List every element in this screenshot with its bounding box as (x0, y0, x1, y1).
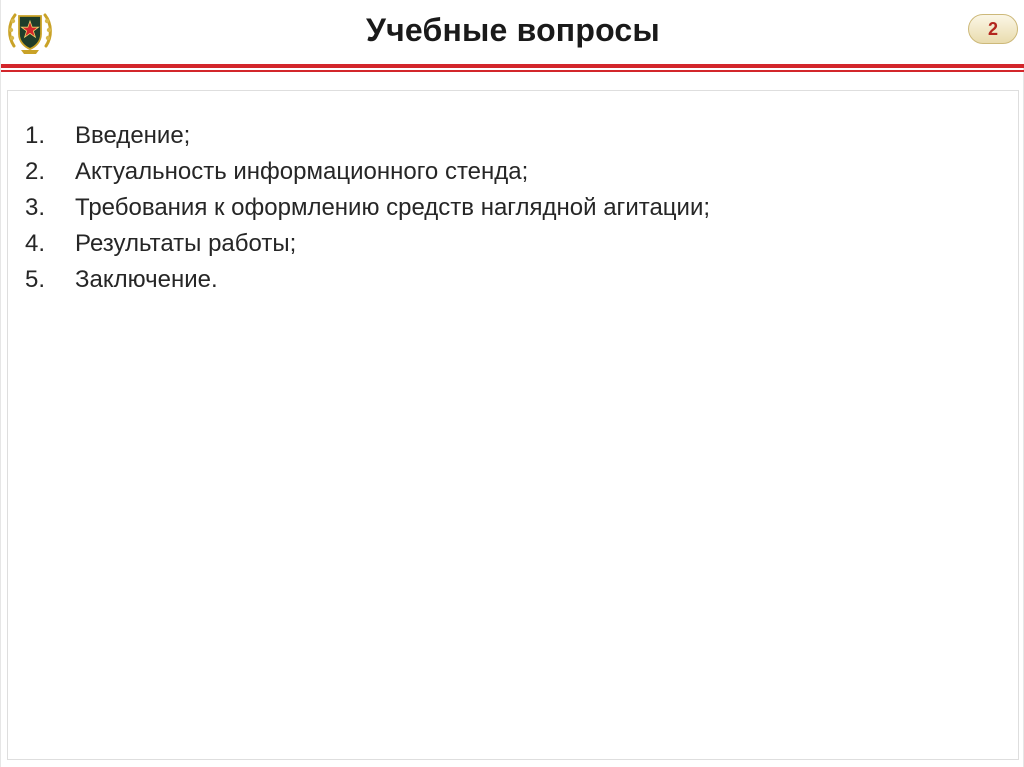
agenda-item (25, 154, 710, 190)
agenda-item (25, 118, 710, 154)
agenda-item-text: Заключение. (75, 266, 218, 293)
page-number-badge: 2 (968, 14, 1018, 44)
agenda-item-number: 1. (25, 122, 46, 149)
slide-title: Учебные вопросы (366, 12, 660, 48)
header-divider-thin (1, 70, 1024, 72)
slide-header (1, 0, 1024, 66)
agenda-item-text: Результаты работы; (75, 230, 297, 257)
agenda-item (25, 190, 710, 226)
agenda-item-text: Введение; (75, 122, 191, 149)
header-divider-thick (1, 64, 1024, 68)
agenda-item-number: 2. (25, 158, 46, 185)
agenda-item-number: 3. (25, 194, 46, 221)
agenda-item (25, 262, 710, 298)
agenda-item (25, 226, 710, 262)
agenda-item-number: 4. (25, 230, 46, 257)
agenda-list (25, 118, 710, 298)
agenda-item-number: 5. (25, 266, 46, 293)
agenda-item-text: Актуальность информационного стенда; (75, 158, 529, 185)
agenda-item-text: Требования к оформлению средств наглядной агитации; (75, 194, 711, 221)
